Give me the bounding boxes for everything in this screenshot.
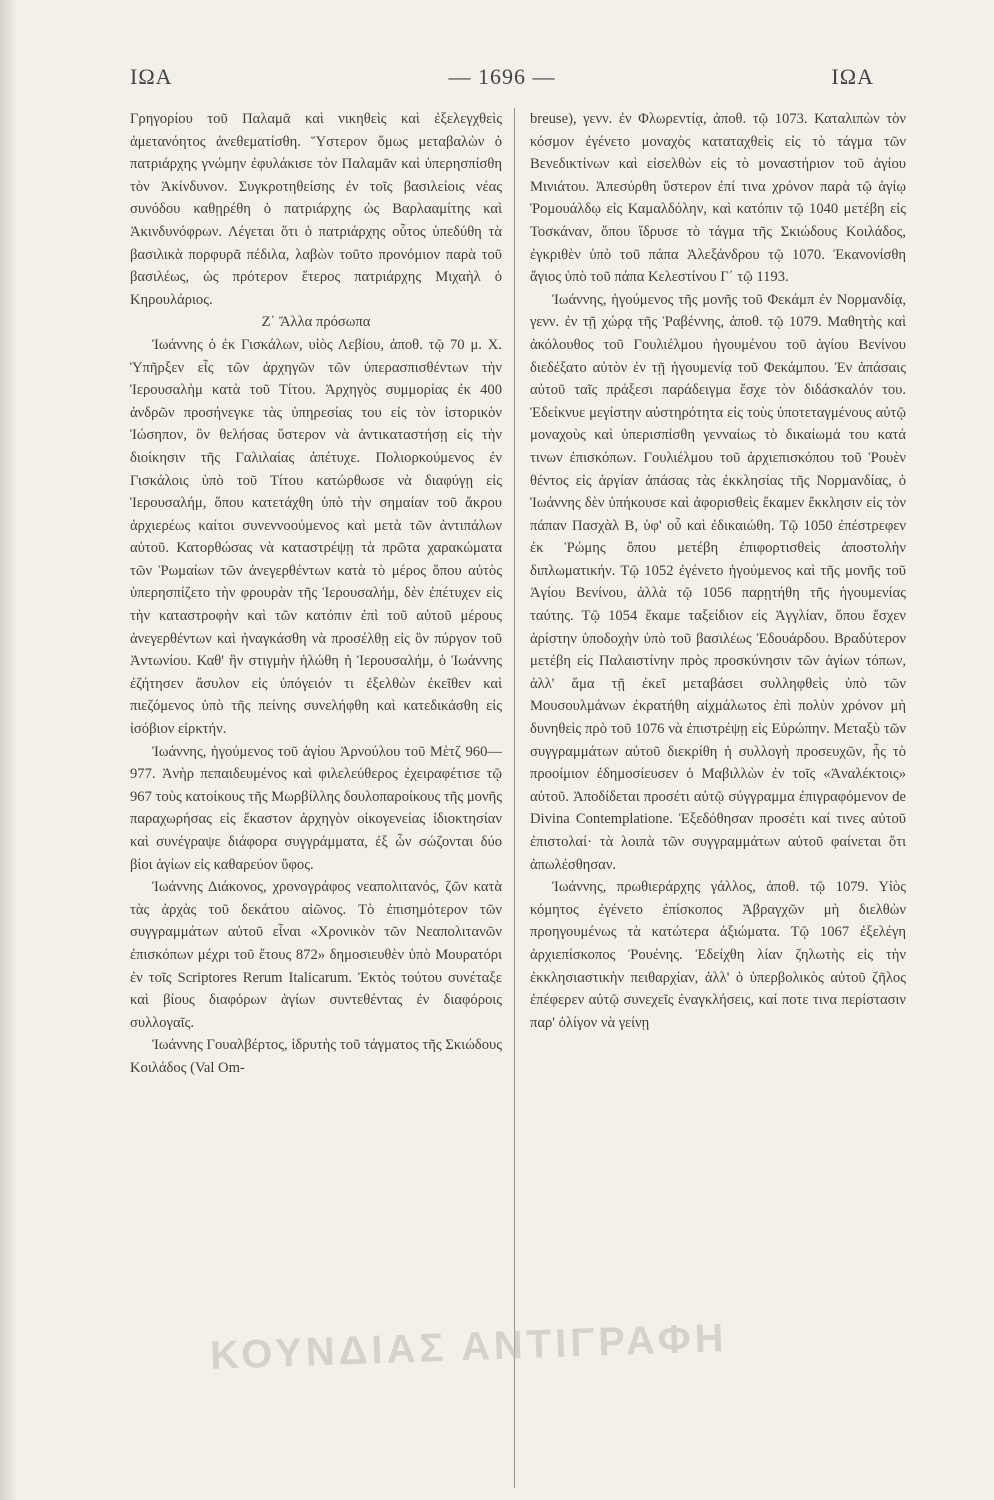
- paragraph: Ἰωάννης, πρωθιεράρχης γάλλος, ἀποθ. τῷ 1079. Υἱὸς κόμητος ἐγένετο ἐπίσκοπος Ἀβραγχῶν μὴ διελθὼν προηγουμένως τὰ κατώτερα ἀξιώματα. Τῷ 1067 ἐξελέγη ἀρχιεπίσκοπος Ῥουένης. Ἐδείχθη λίαν ζηλωτὴς εἰς τὴν ἐκκλησιαστικὴν πειθαρχίαν, ἀλλ' ὁ ὑπερβολικὸς αὐτοῦ ζῆλος ἐπέφερεν αὐτῷ συνεχεῖς ἐναγκλήσεις, καί ποτε τινα περίστασιν παρ' ὀλίγον νὰ γείνῃ: [530, 879, 906, 1031]
- library-watermark: ΚΟΥΝΔΙΑΣ ΑΝΤΙΓΡΑΦΗ: [209, 1315, 729, 1379]
- paragraph: Ἰωάννης, ἡγούμενος τῆς μονῆς τοῦ Φεκάμπ ἐν Νορμανδίᾳ, γενν. ἐν τῇ χώρᾳ τῆς Ῥαβέννης, ἀποθ. τῷ 1079. Μαθητὴς καὶ ἀκόλουθος τοῦ Γουλιέλμου ἡγουμένου τοῦ ἁγίου Βενίνου διεδέξατο αὐτὸν ἐν τῇ ἡγουμενίᾳ τοῦ Φεκάμπου. Ἐν ἁπάσαις αὐτοῦ ταῖς πράξεσι παράδειγμα ἔσχε τὸν διδάσκαλόν του. Ἐδείκνυε μεγίστην αὐστηρότητα εἰς τοὺς ὑποτεταγμένους αὐτῷ μοναχοὺς καὶ ὑπερισπίσθη γενναίως τὸ δικαίωμά του κατά τινων ἐπισκόπων. Γουλιέλμου τοῦ ἀρχιεπισκόπου τοῦ Ῥουὲν θέντος εἰς ἀργίαν ἁπάσας τὰς ἐκκλησίας τῆς Νορμανδίας, ὁ Ἰωάννης δὲν ὑπήκουσε καὶ ἀφορισθεὶς ἔκαμεν ἔκκλησιν εἰς τὸν πάπαν Πασχὰλ Β, ὑφ' οὗ καὶ ἐδικαιώθη. Τῷ 1050 ἐπέστρεφεν ἐκ Ῥώμης ὅπου μετέβη ἐπιφορτισθεὶς ἀποστολὴν διπλωματικήν. Τῷ 1052 ἐγένετο ἡγούμενος καὶ τῆς μονῆς τοῦ Ἁγίου Βενίνου, ἀλλὰ τῷ 1056 παρῃτήθη τῆς ἡγουμενίας ταύτης. Τῷ 1054 ἔκαμε ταξείδιον εἰς Ἀγγλίαν, ὅπου ἔσχεν ἀρίστην ὑποδοχὴν ὑπὸ τοῦ βασιλέως Ἐδουάρδου. Βραδύτερον μετέβη εἰς Παλαιστίνην πρὸς προσκύνησιν τῶν ἁγίων τόπων, ἀλλ' ἅμα τῇ ἐκεῖ μεταβάσει συλληφθεὶς ὑπὸ τῶν Μουσουλμάνων ἐκρατήθη αἰχμάλωτος ἐπὶ πολὺν χρόνον μὴ δυνηθεὶς πρὸ τοῦ 1076 νὰ ἐπιστρέψῃ εἰς Εὐρώπην. Μεταξὺ τῶν συγγραμμάτων αὐτοῦ διεκρίθη ἡ συλλογὴ προσευχῶν, ἧς τὸ προοίμιον ἐδημοσίευσεν ὁ Μαβιλλὼν ἐν τοῖς «Ἀναλέκτοις» αὐτοῦ. Ἀποδίδεται προσέτι αὐτῷ σύγγραμμα ἐπιγραφόμενον de Divina Contemplatione. Ἐξεδόθησαν προσέτι καί τινες αὐτοῦ ἐπιστολαί· τὰ λοιπὰ τῶν συγγραμμάτων αὐτοῦ φαίνεται ὅτι ἀπωλέσθησαν.: [530, 291, 906, 873]
- left-column: [130, 108, 502, 1480]
- running-header: [130, 62, 874, 92]
- paragraph: Γρηγορίου τοῦ Παλαμᾶ καὶ νικηθεὶς καὶ ἐξελεγχθεὶς ἀμετανόητος ἀνεθεματίσθη. Ὕστερον ὅμως μεταβαλὼν ὁ πατριάρχης γνώμην ἐφυλάκισε τὸν Παλαμᾶν καὶ ὑπερησπίσθη τὸν Ἀκίνδυνον. Συγκροτηθείσης ἐν τοῖς βασιλείοις νέας συνόδου καθῃρέθη ὁ πατριάρχης ὡς Βαρλααμίτης καὶ Ἀκινδυνόφρων. Λέγεται ὅτι ὁ πατριάρχης οὗτος ὑπεδύθη τὰ βασιλικὰ πορφυρᾶ πέδιλα, λαβὼν τοῦτο προνόμιον παρὰ τοῦ βασιλέως, ὡς πρότερον ἕτερος πατριάρχης Μιχαὴλ ὁ Κηρουλάριος.: [130, 111, 502, 308]
- page-gutter-shadow: [0, 0, 18, 1500]
- page-number: — 1696 —: [448, 64, 556, 89]
- paragraph: Ἰωάννης Διάκονος, χρονογράφος νεαπολιτανός, ζῶν κατὰ τὰς ἀρχὰς τοῦ δεκάτου αἰῶνος. Τὸ ἐπισημότερον τῶν συγγραμμάτων αὐτοῦ εἶναι «Χρονικὸν τῶν Νεαπολιτανῶν ἐπισκόπων μέχρι τοῦ ἔτους 872» δημοσιευθὲν ὑπὸ Μουρατόρι ἐν τοῖς Scriptores Rerum Italicarum. Ἐκτὸς τούτου συνέταξε καὶ βίους διαφόρων ἁγίων συντεθέντας ἐν διαφόροις συλλογαῖς.: [130, 879, 502, 1031]
- paragraph: breuse), γενν. ἐν Φλωρεντίᾳ, ἀποθ. τῷ 1073. Καταλιπὼν τὸν κόσμον ἐγένετο μοναχὸς καταταχθεὶς εἰς τὸ τάγμα τῶν Βενεδικτίνων καὶ εἰσελθὼν εἰς τὸ μοναστήριον τοῦ ἁγίου Μινιάτου. Ἀπεσύρθη ὕστερον ἐπί τινα χρόνον παρὰ τῷ ἁγίῳ Ῥομουάλδῳ εἰς Καμαλδόλην, καὶ κατόπιν τῷ 1040 μετέβη εἰς Τοσκάναν, ὅπου ἵδρυσε τὸ τάγμα τῆς Σκιώδους Κοιλάδος, ἐγκριθὲν ὑπὸ τοῦ πάπα Ἀλεξάνδρου τῷ 1070. Ἐκανονίσθη ἅγιος ὑπὸ τοῦ πάπα Κελεστίνου Γ΄ τῷ 1193.: [530, 111, 906, 286]
- header-right-title: ΙΩΑ: [831, 64, 874, 89]
- right-column: [530, 108, 906, 1480]
- paragraph: Ἰωάννης, ἡγούμενος τοῦ ἁγίου Ἀρνούλου τοῦ Μὲτζ 960—977. Ἀνὴρ πεπαιδευμένος καὶ φιλελεύθερος ἐχειραφέτισε τῷ 967 τοὺς κατοίκους τῆς Μωρβίλλης δουλοπαροίκους τῆς μονῆς παραχωρήσας εἰς ἕκαστον ἀρχηγὸν οἰκογενείας ἰδιοκτησίαν καὶ συνέγραψε διάφορα συγγράμματα, ἐξ ὧν σώζονται δύο βίοι ἁγίων εἰς καθαρεύον ὕφος.: [130, 743, 502, 873]
- paragraph: Ἰωάννης ὁ ἐκ Γισκάλων, υἱὸς Λεβίου, ἀποθ. τῷ 70 μ. Χ. Ὑπῆρξεν εἷς τῶν ἀρχηγῶν τῶν ὑπερασπισθέντων τὴν Ἱερουσαλὴμ κατὰ τοῦ Τίτου. Ἀρχηγὸς συμμορίας ἐκ 400 ἀνδρῶν προσήνεγκε τὰς ὑπηρεσίας του εἰς τὸν ἱστορικὸν Ἰώσηπον, ὃν θελήσας ὕστερον νὰ ἀντικαταστήσῃ εἰς τὴν διοίκησιν τῆς Γαλιλαίας ἀπέτυχε. Πολιορκούμενος ἐν Γισκάλοις ὑπὸ τοῦ Τίτου κατώρθωσε νὰ διαφύγῃ εἰς Ἱερουσαλήμ, ὅπου κατετάχθη ὑπὸ τὴν σημαίαν τοῦ ἄκρου ἀρχιερέως καίτοι συνεννοούμενος καὶ μετὰ τῶν ἀντιπάλων αὐτοῦ. Κατορθώσας νὰ καταστρέψῃ τὰ πρῶτα χαρακώματα τῶν Ῥωμαίων τῶν ἀνεγερθέντων κατὰ τὸ μέρος ὅπου αὐτὸς ὑπερησπίζετο τὴν φρουρὰν τῆς Ἱερουσαλήμ, δὲν ἐπέτυχεν εἰς τὴν καταστροφὴν καὶ τῶν κατόπιν ἐπὶ τοῦ αὐτοῦ μέρους ἀνεγερθέντων καὶ ἠναγκάσθη νὰ προσέλθῃ εἰς ὃν πύργον τοῦ Ἀντωνίου. Καθ' ἣν στιγμὴν ἡλώθη ἡ Ἱερουσαλήμ, ὁ Ἰωάννης ἐζήτησεν ἄσυλον εἰς ὑπόγειόν τι ἐξελθὼν ἐκεῖθεν καὶ πιεζόμενος ὑπὸ τῆς πείνης συνελήφθη καὶ κατεδικάσθη εἰς ἰσόβιον εἱρκτήν.: [130, 336, 502, 738]
- paragraph: Ἰωάννης Γουαλβέρτος, ἱδρυτὴς τοῦ τάγματος τῆς Σκιώδους Κοιλάδος (Val Om-: [130, 1037, 502, 1076]
- section-heading: Ζ΄ Ἄλλα πρόσωπα: [261, 314, 371, 331]
- header-left-title: ΙΩΑ: [130, 64, 173, 89]
- column-divider: [514, 108, 515, 1488]
